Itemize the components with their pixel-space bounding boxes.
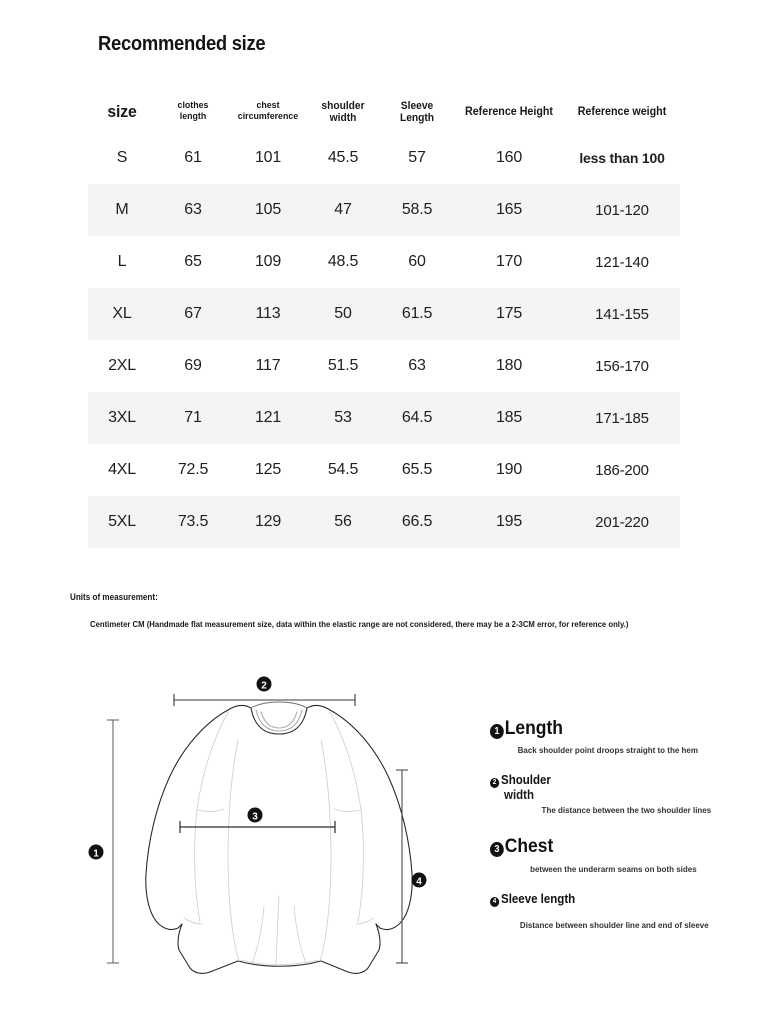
dimension-marker-length: 1 bbox=[93, 848, 99, 860]
legend-length-description: Back shoulder point droops straight to the hem bbox=[517, 745, 698, 755]
cell-reference-height: 185 bbox=[454, 392, 564, 444]
cell-reference-weight: 101-120 bbox=[564, 184, 680, 236]
cell-sleeve-length: 58.5 bbox=[380, 184, 454, 236]
size-chart-table bbox=[88, 92, 680, 548]
legend-shoulder-heading bbox=[490, 773, 702, 788]
cell-reference-weight: 186-200 bbox=[595, 461, 649, 479]
units-detail: Centimeter CM (Handmade flat measurement size, data within the elastic range are not considered, there may be a 2-3CM error, for reference only.) bbox=[90, 619, 629, 629]
table-row bbox=[88, 392, 680, 444]
table-body bbox=[88, 132, 680, 548]
column-header-clothes-length-line1: clothes bbox=[177, 100, 209, 112]
cell-reference-height: 195 bbox=[454, 496, 564, 548]
cell-reference-height: 170 bbox=[495, 253, 523, 270]
cell-sleeve-length: 57 bbox=[408, 149, 426, 166]
column-header-clothes-length-line2: length bbox=[179, 111, 207, 122]
garment-measurement-diagram bbox=[78, 660, 468, 990]
legend-shoulder-title-line2: width bbox=[504, 788, 535, 803]
column-header-shoulder-line1: shoulder bbox=[321, 99, 365, 112]
cell-reference-weight: 121-140 bbox=[595, 253, 649, 271]
cell-size: 2XL bbox=[108, 357, 136, 374]
cell-size: L bbox=[117, 253, 127, 270]
legend-length-heading bbox=[490, 718, 702, 740]
legend-item-chest bbox=[490, 836, 720, 876]
cell-shoulder-width: 51.5 bbox=[327, 357, 359, 374]
cell-sleeve-length: 63 bbox=[408, 357, 426, 374]
cell-reference-weight: 156-170 bbox=[595, 357, 649, 375]
cell-sleeve-length: 60 bbox=[408, 253, 426, 270]
cell-sleeve-length: 66.5 bbox=[380, 496, 454, 548]
cell-sleeve-length: 61.5 bbox=[380, 288, 454, 340]
cell-chest-circumference: 117 bbox=[255, 357, 281, 374]
column-header-reference-weight: Reference weight bbox=[577, 105, 667, 118]
legend-item-sleeve-length bbox=[490, 892, 720, 932]
cell-clothes-length: 73.5 bbox=[156, 496, 230, 548]
legend-shoulder-title: Shoulder bbox=[501, 773, 551, 788]
dimension-marker-chest: 3 bbox=[252, 811, 258, 823]
table-row bbox=[88, 288, 680, 340]
table-row bbox=[88, 184, 680, 236]
column-header-chest-line2: circumference bbox=[237, 111, 299, 122]
column-header-shoulder-line2: width bbox=[329, 112, 357, 124]
legend-chest-description: between the underarm seams on both sides bbox=[530, 863, 697, 874]
column-header-reference-height: Reference Height bbox=[465, 105, 553, 118]
column-header-sleeve-line2: Length bbox=[399, 112, 435, 124]
legend-chest-title: Chest bbox=[504, 835, 554, 857]
table-row bbox=[88, 236, 680, 288]
table-header-row bbox=[88, 92, 680, 132]
legend-sleeve-title: Sleeve length bbox=[501, 891, 576, 906]
column-header-size: size bbox=[107, 102, 137, 122]
cell-clothes-length: 63 bbox=[156, 184, 230, 236]
legend-item-shoulder-width bbox=[490, 773, 720, 817]
column-header-chest-line1: chest bbox=[256, 100, 280, 112]
cell-chest-circumference: 125 bbox=[254, 461, 282, 478]
table-row bbox=[88, 444, 680, 496]
column-header-shoulder-width bbox=[309, 92, 378, 132]
cell-reference-weight: 171-185 bbox=[564, 392, 680, 444]
legend-number-3: 3 bbox=[490, 842, 504, 857]
cell-size: 4XL bbox=[108, 461, 136, 478]
cell-chest-circumference: 109 bbox=[254, 253, 282, 270]
cell-reference-weight: 141-155 bbox=[564, 288, 680, 340]
column-header-sleeve-length bbox=[383, 92, 452, 132]
cell-reference-height: 180 bbox=[495, 357, 523, 374]
cell-chest-circumference: 105 bbox=[230, 184, 306, 236]
legend-number-2: 2 bbox=[490, 778, 499, 788]
column-header-chest-circumference bbox=[233, 92, 304, 132]
table-row bbox=[88, 340, 680, 392]
cell-shoulder-width: 54.5 bbox=[327, 461, 359, 478]
cell-sleeve-length: 64.5 bbox=[380, 392, 454, 444]
cell-shoulder-width: 53 bbox=[306, 392, 380, 444]
table-row bbox=[88, 132, 680, 184]
legend-number-1: 1 bbox=[490, 724, 504, 739]
cell-clothes-length: 69 bbox=[184, 357, 202, 374]
cell-reference-weight: 201-220 bbox=[564, 496, 680, 548]
cell-shoulder-width: 56 bbox=[306, 496, 380, 548]
cell-chest-circumference: 101 bbox=[254, 149, 282, 166]
cell-size: M bbox=[88, 184, 156, 236]
legend-length-title: Length bbox=[504, 718, 563, 739]
cell-shoulder-width: 45.5 bbox=[327, 149, 359, 166]
legend-item-length bbox=[490, 718, 720, 757]
column-header-clothes-length bbox=[159, 92, 228, 132]
cell-reference-height: 175 bbox=[454, 288, 564, 340]
cell-size: 5XL bbox=[88, 496, 156, 548]
cell-clothes-length: 72.5 bbox=[177, 461, 209, 478]
cell-reference-height: 190 bbox=[495, 461, 523, 478]
units-label: Units of measurement: bbox=[70, 592, 158, 602]
legend-number-4: 4 bbox=[490, 897, 499, 907]
table-header bbox=[88, 92, 680, 132]
cell-shoulder-width: 50 bbox=[306, 288, 380, 340]
cell-clothes-length: 67 bbox=[156, 288, 230, 340]
cell-chest-circumference: 121 bbox=[230, 392, 306, 444]
cell-reference-height: 165 bbox=[454, 184, 564, 236]
cell-clothes-length: 71 bbox=[156, 392, 230, 444]
units-of-measurement-note bbox=[70, 592, 710, 629]
legend-sleeve-description: Distance between shoulder line and end of sleeve bbox=[519, 919, 709, 930]
column-header-sleeve-line1: Sleeve bbox=[400, 99, 434, 112]
cell-shoulder-width: 48.5 bbox=[327, 253, 359, 270]
dimension-marker-shoulder: 2 bbox=[261, 680, 267, 692]
cell-size: XL bbox=[88, 288, 156, 340]
table-row bbox=[88, 496, 680, 548]
dimension-marker-sleeve: 4 bbox=[416, 876, 422, 888]
cell-size: S bbox=[116, 149, 128, 166]
legend-sleeve-heading bbox=[490, 892, 702, 907]
cell-chest-circumference: 113 bbox=[230, 288, 306, 340]
legend-chest-heading bbox=[490, 836, 702, 858]
page-title: Recommended size bbox=[98, 33, 266, 55]
cell-reference-height: 160 bbox=[495, 149, 523, 166]
legend-shoulder-description: The distance between the two shoulder lines bbox=[541, 805, 712, 816]
cell-sleeve-length: 65.5 bbox=[401, 461, 433, 478]
cell-shoulder-width: 47 bbox=[306, 184, 380, 236]
cell-size: 3XL bbox=[88, 392, 156, 444]
cell-clothes-length: 61 bbox=[184, 149, 202, 166]
cell-reference-weight: less than 100 bbox=[579, 150, 665, 166]
measurement-legend bbox=[490, 718, 720, 936]
cell-chest-circumference: 129 bbox=[230, 496, 306, 548]
cell-clothes-length: 65 bbox=[184, 253, 202, 270]
